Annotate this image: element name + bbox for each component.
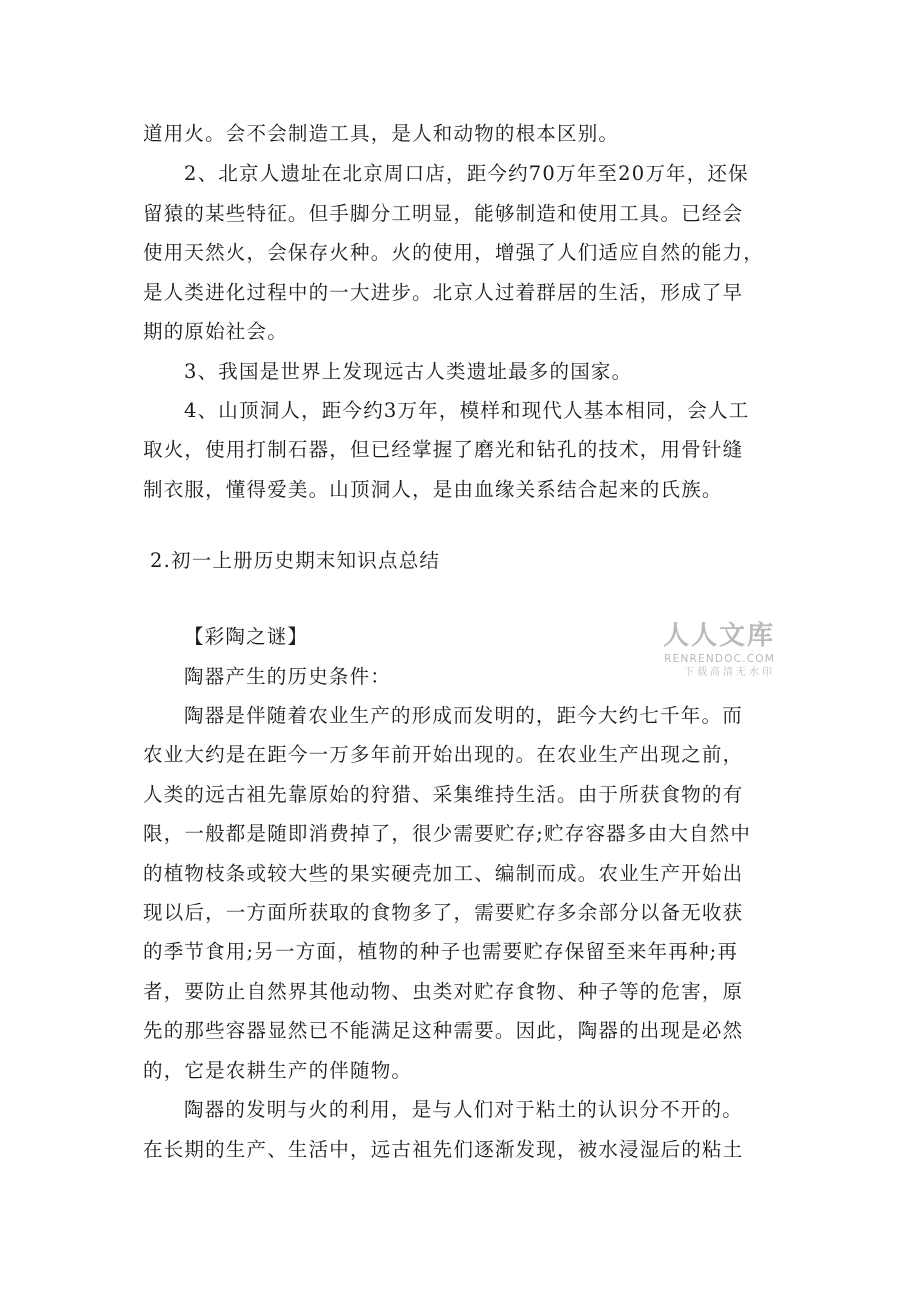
paragraph-label: 陶器产生的历史条件：	[184, 665, 392, 688]
watermark-logo	[640, 620, 775, 680]
paragraph-line: 者，要防止自然界其他动物、虫类对贮存食物、种子等的危害，原	[143, 980, 744, 1003]
paragraph-line: 使用天然火，会保存火种。火的使用，增强了人们适应自然的能力，	[143, 241, 765, 264]
subheading: 【彩陶之谜】	[184, 625, 309, 648]
watermark-domain: RENRENDOC.COM	[664, 653, 775, 665]
paragraph-line: 现以后，一方面所获取的食物多了，需要贮存多余部分以备无收获	[143, 901, 744, 924]
paragraph-line: 留猿的某些特征。但手脚分工明显，能够制造和使用工具。已经会	[143, 202, 744, 225]
paragraph-line: 4、山顶洞人，距今约3万年，模样和现代人基本相同，会人工	[184, 399, 750, 422]
paragraph-line: 是人类进化过程中的一大进步。北京人过着群居的生活，形成了早	[143, 281, 744, 304]
paragraph-line: 先的那些容器显然已不能满足这种需要。因此，陶器的出现是必然	[143, 1019, 744, 1042]
paragraph-line: 3、我国是世界上发现远古人类遗址最多的国家。	[184, 360, 633, 383]
watermark-tagline: 下载高清无水印	[684, 667, 775, 678]
paragraph-line: 陶器是伴随着农业生产的形成而发明的，距今大约七千年。而	[184, 704, 743, 727]
watermark-title: 人人文库	[662, 621, 775, 651]
paragraph-line: 期的原始社会。	[143, 320, 288, 343]
paragraph-line: 道用火。会不会制造工具，是人和动物的根本区别。	[143, 122, 620, 145]
paragraph-line: 的植物枝条或较大些的果实硬壳加工、编制而成。农业生产开始出	[143, 862, 744, 885]
paragraph-line: 限，一般都是随即消费掉了，很少需要贮存;贮存容器多由大自然中	[143, 822, 752, 845]
paragraph-line: 陶器的发明与火的利用，是与人们对于粘土的认识分不开的。	[184, 1098, 743, 1121]
paragraph-line: 2、北京人遗址在北京周口店，距今约70万年至20万年，还保	[184, 162, 749, 185]
paragraph-line: 农业大约是在距今一万多年前开始出现的。在农业生产出现之前，	[143, 743, 744, 766]
paragraph-line: 的，它是农耕生产的伴随物。	[143, 1059, 413, 1082]
paragraph-line: 在长期的生产、生活中，远古祖先们逐渐发现，被水浸湿后的粘土	[143, 1138, 744, 1161]
paragraph-line: 人类的远古祖先靠原始的狩猎、采集维持生活。由于所获食物的有	[143, 783, 744, 806]
paragraph-line: 的季节食用;另一方面，植物的种子也需要贮存保留至来年再种;再	[143, 940, 739, 963]
paragraph-line: 取火，使用打制石器，但已经掌握了磨光和钻孔的技术，用骨针缝	[143, 438, 744, 461]
paragraph-line: 制衣服，懂得爱美。山顶洞人，是由血缘关系结合起来的氏族。	[143, 478, 723, 501]
section-heading: 2.初一上册历史期末知识点总结	[150, 549, 441, 572]
